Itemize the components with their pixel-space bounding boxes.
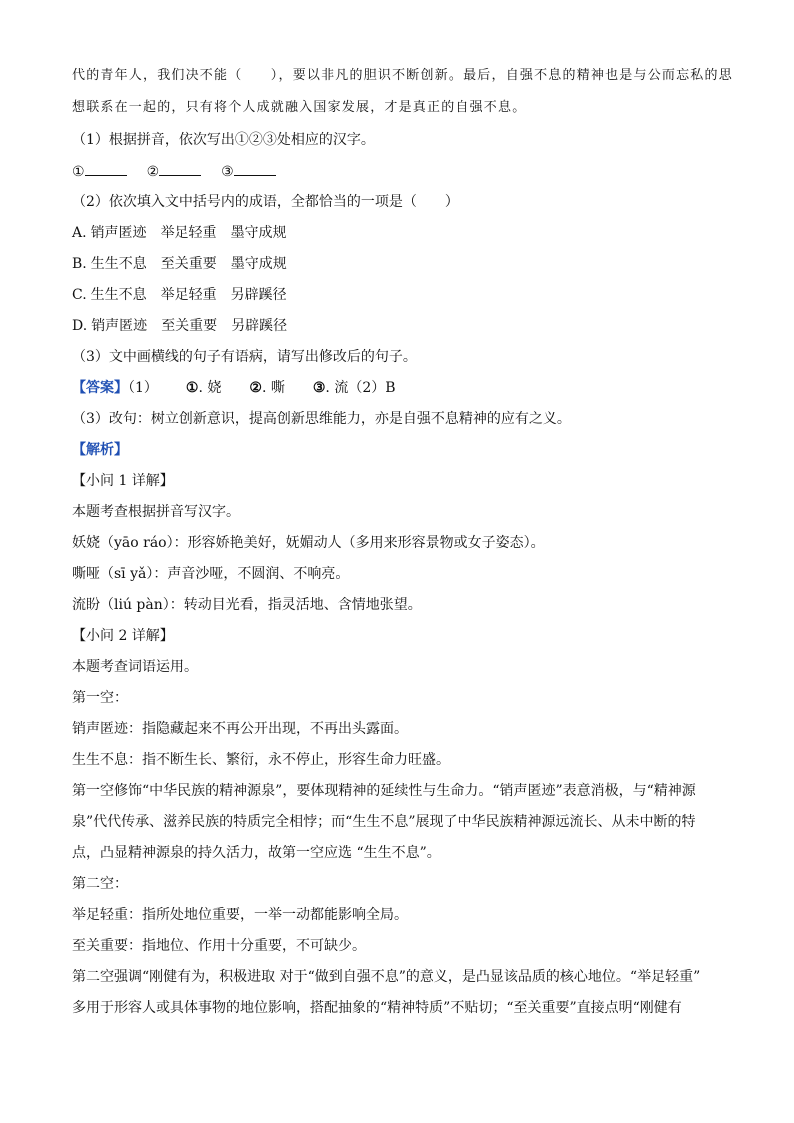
sub-question-2-title: 【小问 2 详解】 bbox=[72, 628, 174, 644]
answer-char-3: . 流（2）B bbox=[325, 380, 396, 396]
sub-question-1-word-2: 嘶哑（sī yǎ）：声音沙哑，不圆润、不响亮。 bbox=[72, 566, 350, 582]
option-word: 生生不息 bbox=[90, 287, 147, 303]
option-word: 举足轻重 bbox=[160, 225, 217, 241]
blank-label-1: ① bbox=[72, 164, 85, 180]
sub-question-1-title: 【小问 1 详解】 bbox=[72, 473, 174, 489]
question-1-prompt: （1）根据拼音，依次写出①②③处相应的汉字。 bbox=[72, 132, 375, 148]
blank-1-definition-1: 销声匿迹：指隐藏起来不再公开出现，不再出头露面。 bbox=[72, 721, 408, 737]
question-2-prompt: （2）依次填入文中括号内的成语，全都恰当的一项是（ ） bbox=[72, 194, 459, 210]
answer-num-1: ① bbox=[185, 380, 199, 396]
blank-label-3: ③ bbox=[221, 164, 234, 180]
option-word: 销声匿迹 bbox=[91, 318, 148, 334]
blank-2-paragraph-line-1: 第二空强调“刚健有为，积极进取 对于“做到自强不息”的意义，是凸显该品质的核心地位。“举足轻重” bbox=[72, 969, 701, 985]
analysis-label: 【解析】 bbox=[72, 442, 128, 458]
option-d bbox=[72, 316, 287, 336]
option-word: 举足轻重 bbox=[160, 287, 217, 303]
question-1-blanks bbox=[72, 161, 276, 182]
blank-1-paragraph-line-1: 第一空修饰“中华民族的精神源泉”，要体现精神的延续性与生命力。“销声匿迹”表意消极，与“精神源 bbox=[72, 783, 696, 799]
answer-num-3: ③ bbox=[312, 380, 326, 396]
option-word: 墨守成规 bbox=[230, 225, 287, 241]
option-word: 至关重要 bbox=[160, 256, 217, 272]
answer-part-1: （1） bbox=[128, 380, 158, 396]
answer-num-2: ② bbox=[249, 380, 262, 396]
option-letter: B. bbox=[72, 256, 87, 272]
option-word: 墨守成规 bbox=[230, 256, 287, 272]
sub-question-1-word-1: 妖娆（yāo ráo）：形容娇艳美好，妩媚动人（多用来形容景物或女子姿态）。 bbox=[72, 535, 545, 551]
blank-2-paragraph-line-2: 多用于形容人或具体事物的地位影响，搭配抽象的“精神特质”不贴切；“至关重要”直接点明“刚健有 bbox=[72, 1000, 682, 1016]
option-word: 另辟蹊径 bbox=[230, 287, 287, 303]
option-letter: D. bbox=[72, 318, 88, 334]
blank-1-definition-2: 生生不息：指不断生长、繁衍，永不停止，形容生命力旺盛。 bbox=[72, 752, 450, 768]
option-letter: A. bbox=[72, 225, 87, 241]
option-a bbox=[72, 223, 287, 243]
answer-blank-1 bbox=[85, 161, 127, 176]
answer-blank-3 bbox=[234, 161, 276, 176]
blank-2-title: 第二空： bbox=[72, 876, 128, 892]
answer-char-2: . 嘶 bbox=[261, 380, 285, 396]
sub-question-1-word-3: 流盼（liú pàn）：转动目光看，指灵活地、含情地张望。 bbox=[72, 597, 422, 613]
blank-label-2: ② bbox=[146, 164, 160, 180]
blank-1-title: 第一空： bbox=[72, 690, 128, 706]
option-word: 销声匿迹 bbox=[90, 225, 147, 241]
answer-label: 【答案】 bbox=[72, 380, 128, 396]
sub-question-2-intro: 本题考查词语运用。 bbox=[72, 659, 198, 675]
option-word: 生生不息 bbox=[90, 256, 147, 272]
option-letter: C. bbox=[72, 287, 87, 303]
option-b bbox=[72, 254, 287, 274]
option-c bbox=[72, 285, 287, 305]
answer-blank-2 bbox=[159, 161, 201, 176]
blank-2-definition-1: 举足轻重：指所处地位重要，一举一动都能影响全局。 bbox=[72, 907, 408, 923]
sub-question-1-intro: 本题考查根据拼音写汉字。 bbox=[72, 504, 240, 520]
answer-char-1: . 娆 bbox=[198, 380, 222, 396]
question-3-prompt: （3）文中画横线的句子有语病，请写出修改后的句子。 bbox=[72, 349, 417, 365]
answer-line-1 bbox=[72, 378, 396, 398]
answer-line-2: （3）改句：树立创新意识，提高创新思维能力，亦是自强不息精神的应有之义。 bbox=[72, 411, 571, 427]
option-word: 另辟蹊径 bbox=[231, 318, 288, 334]
passage-line-2: 想联系在一起的，只有将个人成就融入国家发展，才是真正的自强不息。 bbox=[72, 100, 527, 115]
passage-line-1: 代的青年人，我们决不能（ ），要以非凡的胆识不断创新。最后，自强不息的精神也是与公而忘私的思 bbox=[72, 68, 733, 83]
blank-2-definition-2: 至关重要：指地位、作用十分重要，不可缺少。 bbox=[72, 938, 366, 954]
blank-1-paragraph-line-2: 泉”代代传承、滋养民族的特质完全相悖；而“生生不息”展现了中华民族精神源远流长、从未中断的特 bbox=[72, 814, 696, 830]
blank-1-paragraph-line-3: 点，凸显精神源泉的持久活力，故第一空应选 “生生不息”。 bbox=[72, 845, 441, 861]
option-word: 至关重要 bbox=[161, 318, 218, 334]
